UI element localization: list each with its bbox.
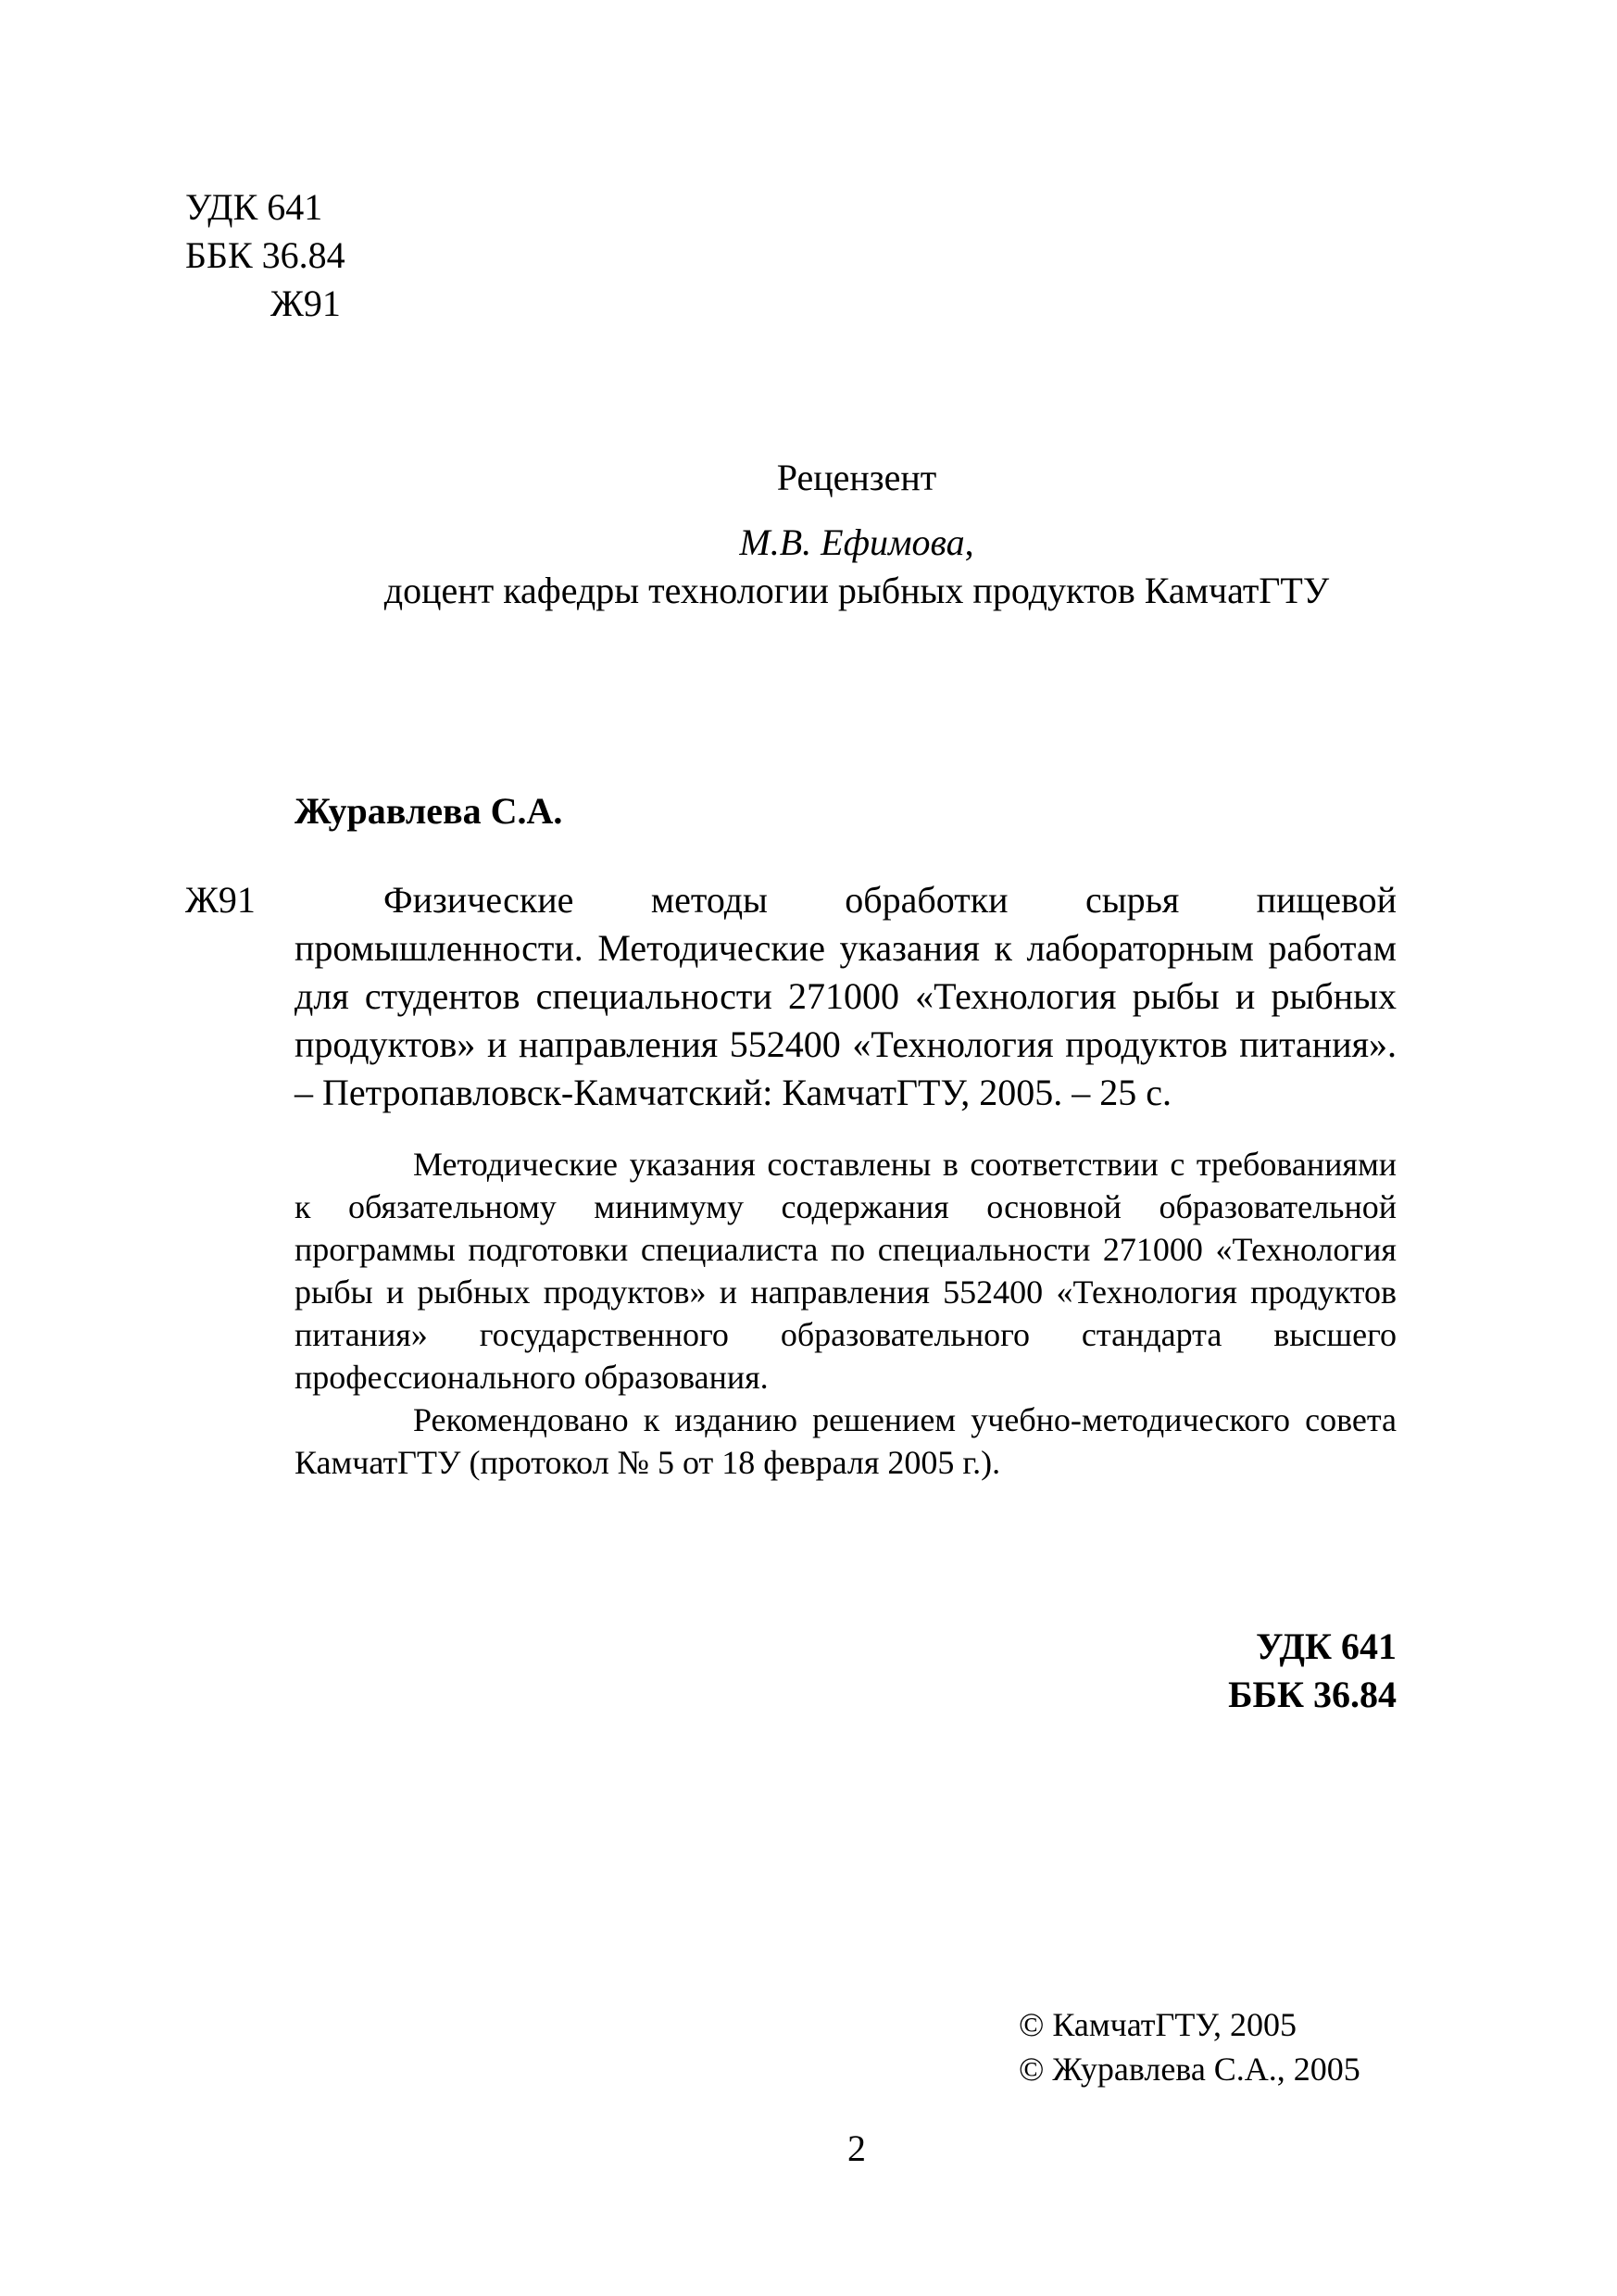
- author-mark: Ж91: [270, 282, 341, 324]
- bibliographic-description: Физические методы обработки сырья пищевой промышленности. Методические указания к лабораторным работам для студентов специальности 271000 «Технология рыбы и рыбных продуктов» и направления 552400 «Технология продуктов питания». – Петропавловск-Камчатский: КамчатГТУ, 2005. – 25 с.: [295, 879, 1397, 1113]
- udk-code: УДК 641: [185, 186, 323, 228]
- bbk-code: ББК 36.84: [185, 234, 345, 276]
- reviewer-label: Рецензент: [776, 457, 937, 498]
- bibliographic-code: Ж91: [185, 879, 256, 921]
- bottom-classification-codes: [1111, 1623, 1397, 1719]
- bottom-udk-code: УДК 641: [1256, 1625, 1397, 1667]
- reviewer-name-suffix: ,: [964, 521, 974, 563]
- reviewer-name: М.В. Ефимова: [739, 521, 965, 563]
- author-name: Журавлева С.А.: [295, 790, 563, 832]
- page-number: 2: [847, 2127, 866, 2169]
- reviewer-name-line: [0, 519, 1617, 567]
- annotation: [295, 1143, 1397, 1484]
- annotation-paragraph-2: Рекомендовано к изданию решением учебно-методического совета КамчатГТУ (протокол № 5 от 18 февраля 2005 г.).: [295, 1401, 1397, 1481]
- annotation-paragraph-1: Методические указания составлены в соответствии с требованиями к обязательному минимуму содержания основной образовательной программы подготовки специалиста по специальности 271000 «Технология рыбы и рыбных продуктов» и направления 552400 «Технология продуктов питания» государственного образовательного стандарта высшего профессионального образования.: [295, 1146, 1397, 1396]
- copyright-block: [1019, 2002, 1360, 2091]
- copyright-author: © Журавлева С.А., 2005: [1019, 2051, 1360, 2088]
- classification-codes: [185, 183, 345, 328]
- bottom-bbk-code: ББК 36.84: [1228, 1674, 1397, 1715]
- copyright-publisher: © КамчатГТУ, 2005: [1019, 2006, 1297, 2043]
- reviewer-position: доцент кафедры технологии рыбных продуктов КамчатГТУ: [383, 570, 1330, 611]
